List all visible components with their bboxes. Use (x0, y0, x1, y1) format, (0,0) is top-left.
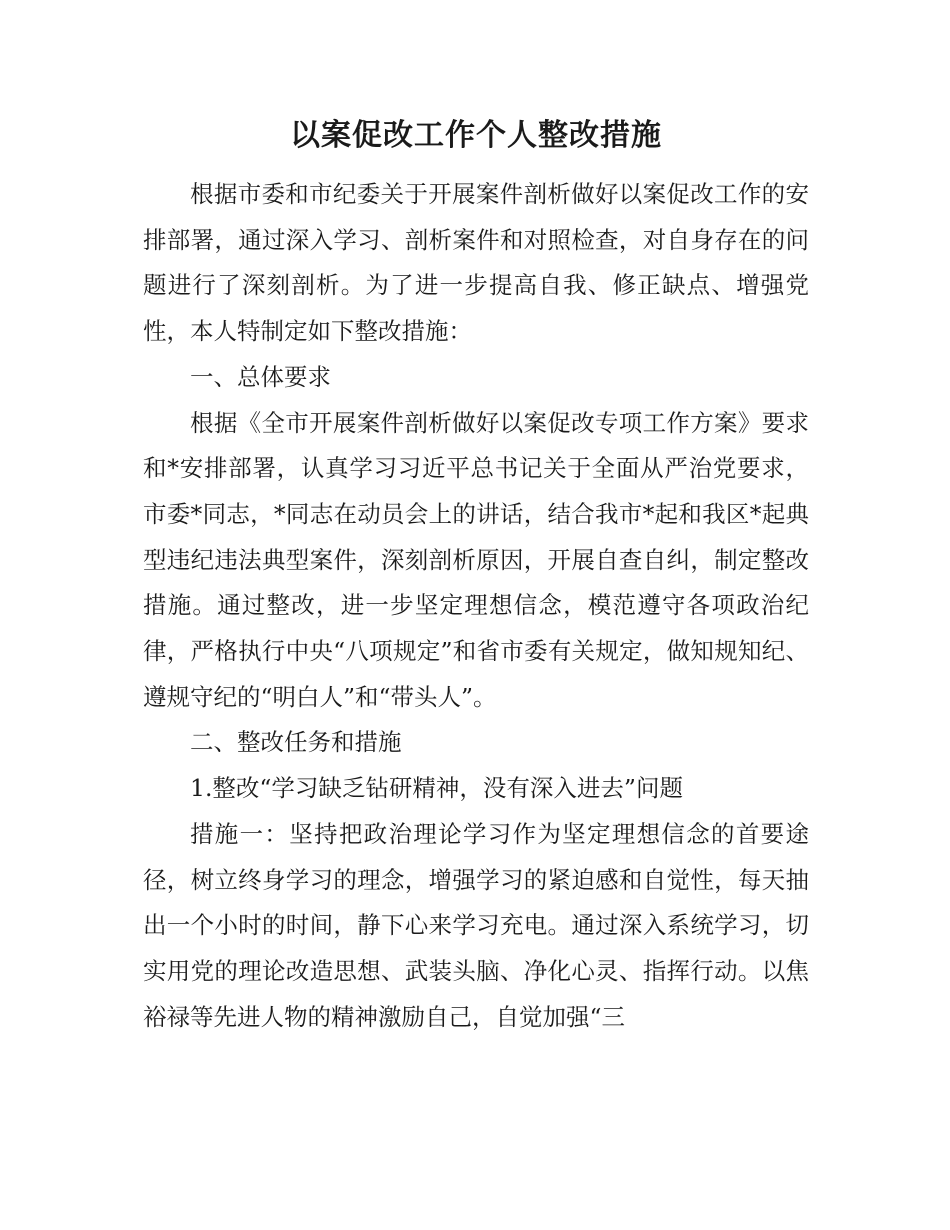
general-requirements-paragraph: 根据《全市开展案件剖析做好以案促改专项工作方案》要求和*安排部署，认真学习习近平总书记关于全面从严治党要求，市委*同志，*同志在动员会上的讲话，结合我市*起和我区*起典型违纪违法典型案件，深刻剖析原因，开展自查自纠，制定整改措施。通过整改，进一步坚定理想信念，模范遵守各项政治纪律，严格执行中央“八项规定”和省市委有关规定，做知规知纪、遵规守纪的“明白人”和“带头人”。 (143, 408, 809, 711)
intro-paragraph: 根据市委和市纪委关于开展案件剖析做好以案促改工作的安排部署，通过深入学习、剖析案件和对照检查，对自身存在的问题进行了深刻剖析。为了进一步提高自我、修正缺点、增强党性，本人特制定如下整改措施： (143, 180, 809, 346)
section-heading-general-requirements: 一、总体要求 (190, 362, 331, 391)
item-heading-study-issue: 1.整改“学习缺乏钻研精神，没有深入进去”问题 (190, 774, 683, 803)
document-page (143, 100, 809, 1040)
measure-one-paragraph: 措施一：坚持把政治理论学习作为坚定理想信念的首要途径，树立终身学习的理念，增强学习的紧迫感和自觉性，每天抽出一个小时的时间，静下心来学习充电。通过深入系统学习，切实用党的理论改造思想、武装头脑、净化心灵、指挥行动。以焦裕禄等先进人物的精神激励自己，自觉加强“三 (143, 819, 809, 1031)
document-title: 以案促改工作个人整改措施 (290, 118, 662, 153)
section-heading-tasks-and-measures: 二、整改任务和措施 (190, 728, 402, 757)
